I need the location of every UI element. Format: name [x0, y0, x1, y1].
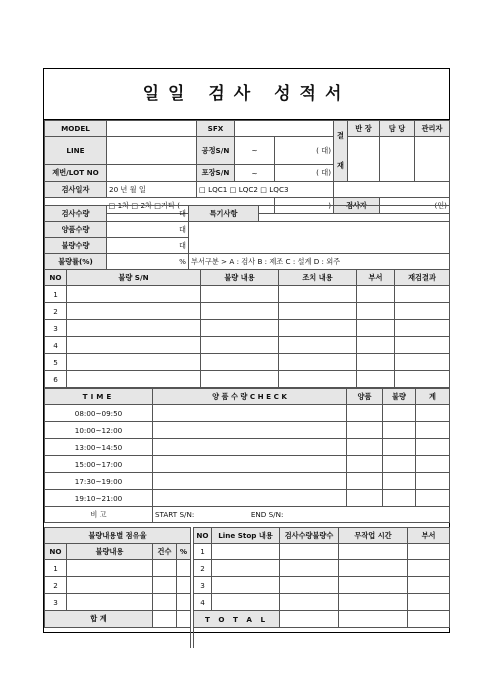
check-cell[interactable]: [153, 456, 347, 473]
defect-cell[interactable]: [279, 303, 357, 320]
sfx-label: SFX: [197, 121, 235, 137]
defect-cell[interactable]: [357, 303, 395, 320]
ls-cell[interactable]: [408, 577, 450, 594]
defect-cell[interactable]: [201, 354, 279, 371]
defect-cell[interactable]: [201, 320, 279, 337]
process-sn-label: 공정S/N: [197, 137, 235, 165]
approver-1: 반 장: [348, 121, 380, 137]
occ-cell[interactable]: [177, 594, 191, 611]
time-check-table: [44, 388, 450, 523]
ls-row-no: 4: [194, 594, 212, 611]
defect-cell[interactable]: [279, 337, 357, 354]
process-sn-tilde[interactable]: ~: [235, 137, 275, 165]
occ-row-no: 1: [45, 560, 67, 577]
lqc-options[interactable]: □ LQC1 □ LQC2 □ LQC3: [197, 182, 334, 198]
check-cell[interactable]: [153, 439, 347, 456]
idle-header: 무작업 시간: [339, 528, 408, 544]
defect-cell[interactable]: [383, 473, 416, 490]
occ-pct-header: %: [177, 544, 191, 560]
lot-field[interactable]: [107, 165, 197, 182]
defect-row-no: 2: [45, 303, 67, 320]
occ-cell[interactable]: [153, 594, 177, 611]
occ-cell[interactable]: [153, 560, 177, 577]
defect-cell[interactable]: [279, 286, 357, 303]
total-cell[interactable]: [280, 611, 339, 628]
ls-cell[interactable]: [408, 560, 450, 577]
occ-cell[interactable]: [67, 594, 153, 611]
occ-cell[interactable]: [177, 577, 191, 594]
sum-pct[interactable]: [177, 611, 191, 628]
defect-rate-label: 불량률(%): [45, 254, 107, 270]
ls-cell[interactable]: [280, 560, 339, 577]
defect-col-dept: 부서: [357, 270, 395, 286]
defect-cell[interactable]: [395, 354, 450, 371]
check-cell[interactable]: [153, 473, 347, 490]
total-label: T O T A L: [194, 611, 280, 628]
approval-char-2: 재: [337, 161, 344, 170]
total-cell[interactable]: [416, 422, 450, 439]
occ-row-no: 3: [45, 594, 67, 611]
start-sn-label: START S/N:: [155, 510, 195, 519]
occ-cell[interactable]: [177, 560, 191, 577]
dept-legend: 부서구분 > A : 검사 B : 제조 C : 설계 D : 외주: [189, 254, 450, 270]
sum-count[interactable]: [153, 611, 177, 628]
good-cell[interactable]: [347, 405, 383, 422]
ls-cell[interactable]: [280, 577, 339, 594]
time-slot: 17:30~19:00: [45, 473, 153, 490]
total-cell[interactable]: [416, 490, 450, 507]
defect-row-no: 6: [45, 371, 67, 388]
inspector-seal[interactable]: (인): [380, 198, 450, 214]
ls-row-no: 2: [194, 560, 212, 577]
defect-cell[interactable]: [357, 320, 395, 337]
defect-cell[interactable]: [67, 303, 201, 320]
defect-cell[interactable]: [357, 286, 395, 303]
occupancy-label: 불량내용별 점유율: [45, 528, 191, 544]
approval-char-1: 결: [337, 131, 344, 140]
header-table: [44, 120, 450, 214]
line-label: LINE: [45, 137, 107, 165]
occ-cell[interactable]: [67, 560, 153, 577]
defect-cell[interactable]: [383, 405, 416, 422]
occ-content-header: 불량내용: [67, 544, 153, 560]
defect-cell[interactable]: [357, 337, 395, 354]
linestop-header: Line Stop 내용: [212, 528, 280, 544]
defect-cell[interactable]: [67, 371, 201, 388]
approver-2-sign[interactable]: [380, 137, 415, 182]
defect-cell[interactable]: [279, 371, 357, 388]
defect-cell[interactable]: [395, 337, 450, 354]
total-cell[interactable]: [408, 611, 450, 628]
defect-col-content: 불량 내용: [201, 270, 279, 286]
defect-cell[interactable]: [383, 456, 416, 473]
defect-cell[interactable]: [395, 286, 450, 303]
approver-3: 관리자: [415, 121, 450, 137]
good-cell[interactable]: [347, 456, 383, 473]
defect-cell[interactable]: [395, 303, 450, 320]
ls-cell[interactable]: [339, 560, 408, 577]
check-cell[interactable]: [153, 422, 347, 439]
ls-cell[interactable]: [212, 577, 280, 594]
defect-cell[interactable]: [67, 337, 201, 354]
check-cell[interactable]: [153, 405, 347, 422]
page-title: 일일 검사 성적서: [44, 69, 449, 120]
check-cell[interactable]: [153, 490, 347, 507]
approval-bottom: [334, 182, 450, 198]
special-notes-area[interactable]: [189, 222, 450, 254]
defect-cell[interactable]: [279, 354, 357, 371]
occ-cell[interactable]: [153, 577, 177, 594]
good-qty-label: 양품수량: [45, 222, 107, 238]
special-label: 특기사항: [189, 206, 259, 222]
defect-row-no: 3: [45, 320, 67, 337]
inspector-label: 검사자: [334, 198, 380, 214]
total-cell[interactable]: [339, 611, 408, 628]
total-cell[interactable]: [416, 405, 450, 422]
time-slot: 08:00~09:50: [45, 405, 153, 422]
ls-cell[interactable]: [408, 594, 450, 611]
defect-col-no: NO: [45, 270, 67, 286]
time-slot: 10:00~12:00: [45, 422, 153, 439]
defect-cell[interactable]: [357, 354, 395, 371]
approver-3-sign[interactable]: [415, 137, 450, 182]
defect-col-action: 조치 내용: [279, 270, 357, 286]
remarks-label: 비 고: [45, 507, 153, 523]
time-slot: 19:10~21:00: [45, 490, 153, 507]
good-col: 양품: [347, 389, 383, 405]
end-sn-label: END S/N:: [250, 510, 284, 519]
inspect-qty-field[interactable]: 대: [107, 206, 189, 222]
ls-row-no: 3: [194, 577, 212, 594]
defect-col-recheck: 재검결과: [395, 270, 450, 286]
total-cell[interactable]: [416, 456, 450, 473]
model-label: MODEL: [45, 121, 107, 137]
inspect-qty-label: 검사수량: [45, 206, 107, 222]
approver-1-sign[interactable]: [348, 137, 380, 182]
time-col: TIME: [45, 389, 153, 405]
ls-dept-header: 부서: [408, 528, 450, 544]
defect-cell[interactable]: [201, 303, 279, 320]
defect-cell[interactable]: [67, 354, 201, 371]
lot-label: 제번/LOT NO: [45, 165, 107, 182]
special-field[interactable]: [259, 206, 450, 222]
check-col: 양 품 수 량 C H E C K: [153, 389, 347, 405]
good-cell[interactable]: [347, 439, 383, 456]
defect-table: [44, 269, 450, 388]
defect-cell[interactable]: [395, 371, 450, 388]
bottom-spacer: [194, 628, 450, 648]
defect-qty-label: 불량수량: [45, 238, 107, 254]
ls-cell[interactable]: [408, 544, 450, 560]
packing-sn-label: 포장S/N: [197, 165, 235, 182]
occ-row-no: 2: [45, 577, 67, 594]
good-cell[interactable]: [347, 422, 383, 439]
inspection-report-sheet: [43, 68, 450, 633]
good-qty-field[interactable]: 대: [107, 222, 189, 238]
occ-cell[interactable]: [67, 577, 153, 594]
approval-cell: [334, 121, 348, 182]
ls-cell[interactable]: [212, 544, 280, 560]
round-close: ): [275, 198, 334, 214]
defect-cell[interactable]: [383, 422, 416, 439]
round-options[interactable]: □ 1차 □ 2차 □기타 (: [107, 198, 275, 214]
defect-cell[interactable]: [201, 371, 279, 388]
sum-label: 합 계: [45, 611, 153, 628]
total-col: 계: [416, 389, 450, 405]
defect-cell[interactable]: [383, 439, 416, 456]
defect-row-no: 5: [45, 354, 67, 371]
defect-cell[interactable]: [383, 490, 416, 507]
defect-cell[interactable]: [395, 320, 450, 337]
defect-cell[interactable]: [201, 337, 279, 354]
defect-cell[interactable]: [67, 320, 201, 337]
ls-cell[interactable]: [339, 577, 408, 594]
ls-row-no: 1: [194, 544, 212, 560]
occ-no-header: NO: [45, 544, 67, 560]
defect-row-no: 1: [45, 286, 67, 303]
ls-cell[interactable]: [339, 544, 408, 560]
defect-cell[interactable]: [67, 286, 201, 303]
defect-col-sn: 불량 S/N: [67, 270, 201, 286]
model-field[interactable]: [107, 121, 197, 137]
date-field[interactable]: 20 년 월 일: [107, 182, 197, 198]
sfx-field[interactable]: [235, 121, 334, 137]
time-slot: 13:00~14:50: [45, 439, 153, 456]
defect-qty-field[interactable]: 대: [107, 238, 189, 254]
packing-sn-tilde[interactable]: ~: [235, 165, 275, 182]
packing-sn-unit: ( 대): [275, 165, 334, 182]
sn-range-field[interactable]: [153, 507, 450, 523]
inspect-defect-header: 검사수량불량수: [280, 528, 339, 544]
ls-cell[interactable]: [212, 594, 280, 611]
process-sn-unit: ( 대): [275, 137, 334, 165]
total-cell[interactable]: [416, 473, 450, 490]
date-label: 검사일자: [45, 182, 107, 198]
defect-cell[interactable]: [201, 286, 279, 303]
occ-count-header: 건수: [153, 544, 177, 560]
time-slot: 15:00~17:00: [45, 456, 153, 473]
ls-cell[interactable]: [280, 594, 339, 611]
ls-cell[interactable]: [212, 560, 280, 577]
total-cell[interactable]: [416, 439, 450, 456]
defect-col: 불량: [383, 389, 416, 405]
summary-table: [44, 205, 450, 270]
line-field[interactable]: [107, 137, 197, 165]
ls-no-header: NO: [194, 528, 212, 544]
defect-rate-field[interactable]: %: [107, 254, 189, 270]
ls-cell[interactable]: [339, 594, 408, 611]
approver-2: 담 당: [380, 121, 415, 137]
defect-cell[interactable]: [279, 320, 357, 337]
good-cell[interactable]: [347, 490, 383, 507]
defect-row-no: 4: [45, 337, 67, 354]
bottom-spacer: [45, 628, 191, 648]
ls-cell[interactable]: [280, 544, 339, 560]
bottom-table: [44, 527, 450, 648]
defect-cell[interactable]: [357, 371, 395, 388]
good-cell[interactable]: [347, 473, 383, 490]
